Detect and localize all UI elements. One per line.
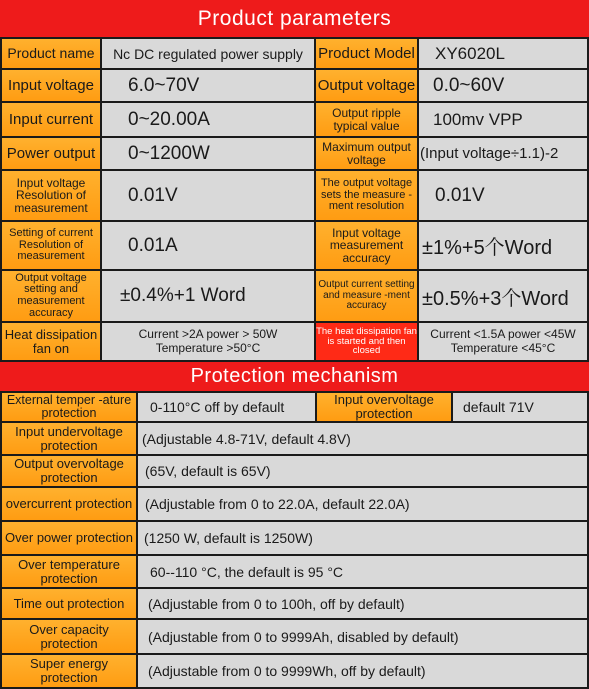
- super-energy-label: Super energy protection: [2, 655, 138, 689]
- input-voltage-accuracy-value: ±1%+5个Word: [419, 222, 589, 271]
- over-capacity-label: Over capacity protection: [2, 620, 138, 655]
- product-model-label: Product Model: [316, 39, 419, 70]
- input-undervoltage-value: (Adjustable 4.8-71V, default 4.8V): [138, 423, 589, 456]
- external-temperature-value: 0-110°C off by default: [138, 393, 317, 423]
- input-voltage-label: Input voltage: [2, 70, 102, 103]
- output-voltage-resolution-value: 0.01V: [419, 171, 589, 222]
- output-voltage-resolution-label: The output voltage sets the measure -ment resolution: [316, 171, 419, 222]
- output-current-accuracy-value: ±0.5%+3个Word: [419, 271, 589, 323]
- product-model-value: XY6020L: [419, 39, 589, 70]
- time-out-value: (Adjustable from 0 to 100h, off by default): [138, 589, 589, 620]
- output-overvoltage-value: (65V, default is 65V): [138, 456, 589, 488]
- output-voltage-accuracy-label: Output voltage setting and measurement accuracy: [2, 271, 102, 323]
- current-resolution-label: Setting of current Resolution of measurement: [2, 222, 102, 271]
- input-voltage-resolution-value: 0.01V: [102, 171, 316, 222]
- output-ripple-label: Output ripple typical value: [316, 103, 419, 138]
- max-output-voltage-label: Maximum output voltage: [316, 138, 419, 171]
- output-voltage-label: Output voltage: [316, 70, 419, 103]
- external-temperature-label: External temper -ature protection: [2, 393, 138, 423]
- product-parameters-header: Product parameters: [0, 0, 589, 37]
- over-power-label: Over power protection: [2, 522, 138, 556]
- input-overvoltage-value: default 71V: [453, 393, 589, 423]
- overcurrent-label: overcurrent protection: [2, 488, 138, 522]
- over-temperature-value: 60--110 °C, the default is 95 °C: [138, 556, 589, 589]
- over-capacity-value: (Adjustable from 0 to 9999Ah, disabled by default): [138, 620, 589, 655]
- input-voltage-value: 6.0~70V: [102, 70, 316, 103]
- overcurrent-value: (Adjustable from 0 to 22.0A, default 22.0A): [138, 488, 589, 522]
- fan-on-value: Current >2A power > 50W Temperature >50°C: [102, 323, 316, 362]
- output-overvoltage-label: Output overvoltage protection: [2, 456, 138, 488]
- current-resolution-value: 0.01A: [102, 222, 316, 271]
- input-current-value: 0~20.00A: [102, 103, 316, 138]
- product-name-value: Nc DC regulated power supply: [102, 39, 316, 70]
- output-voltage-value: 0.0~60V: [419, 70, 589, 103]
- time-out-label: Time out protection: [2, 589, 138, 620]
- fan-on-label: Heat dissipation fan on: [2, 323, 102, 362]
- fan-closed-value: Current <1.5A power <45W Temperature <45°C: [419, 323, 589, 362]
- input-voltage-accuracy-label: Input voltage measurement accuracy: [316, 222, 419, 271]
- over-temperature-label: Over temperature protection: [2, 556, 138, 589]
- input-overvoltage-label: Input overvoltage protection: [317, 393, 453, 423]
- over-power-value: (1250 W, default is 1250W): [138, 522, 589, 556]
- product-name-label: Product name: [2, 39, 102, 70]
- input-current-label: Input current: [2, 103, 102, 138]
- input-voltage-resolution-label: Input voltage Resolution of measurement: [2, 171, 102, 222]
- output-ripple-value: 100mv VPP: [419, 103, 589, 138]
- power-output-label: Power output: [2, 138, 102, 171]
- protection-mechanism-header: Protection mechanism: [0, 362, 589, 391]
- output-voltage-accuracy-value: ±0.4%+1 Word: [102, 271, 316, 323]
- fan-closed-label: The heat dissipation fan is started and then closed: [316, 323, 419, 362]
- input-undervoltage-label: Input undervoltage protection: [2, 423, 138, 456]
- output-current-accuracy-label: Output current setting and measure -ment accuracy: [316, 271, 419, 323]
- super-energy-value: (Adjustable from 0 to 9999Wh, off by default): [138, 655, 589, 689]
- max-output-voltage-value: (Input voltage÷1.1)-2: [419, 138, 589, 171]
- power-output-value: 0~1200W: [102, 138, 316, 171]
